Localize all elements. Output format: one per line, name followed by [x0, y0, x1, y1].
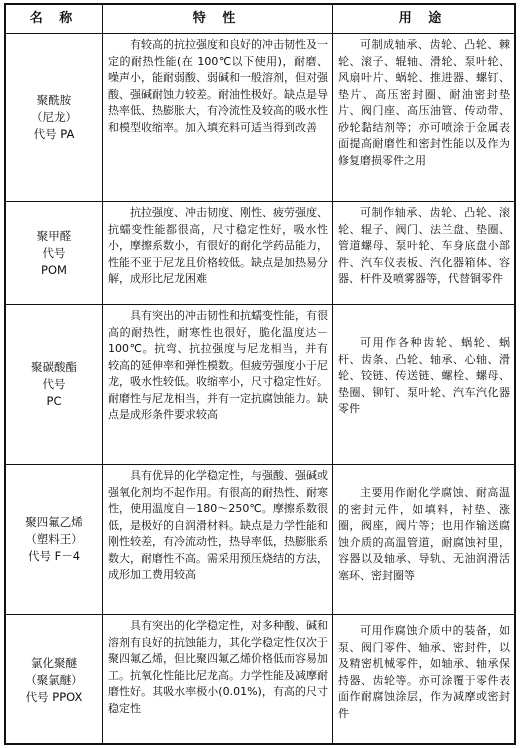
- property-pc: 具有突出的冲击韧性和抗蠕变性能，有很高的耐热性，耐寒性也很好，脆化温度达－100℃。抗弯、抗拉强度与尼龙相当，并有较高的延伸率和弹性模数。但疲劳强度小于尼龙，吸水性较低。收缩率小，尺寸稳定性好。耐磨性与尼龙相当，并有一定抗腐蚀能力。缺点是成形条件要求较高: [108, 309, 328, 421]
- name-line: 氯化聚醚: [31, 655, 77, 670]
- name-line: 聚碳酸酯: [31, 360, 77, 374]
- name-line: （塑料王）: [25, 532, 83, 546]
- name-line: 代号: [42, 377, 66, 391]
- usage-pc: 可用作各种齿轮、蜗轮、蜗杆、齿条、凸轮、轴承、心轴、滑轮、铰链、传送链、螺栓、螺母、垫圈、铆钉、泵叶轮、汽车汽化器零件: [338, 336, 510, 415]
- material-name-ppox: [6, 615, 102, 745]
- header-property: 特 性: [192, 11, 242, 26]
- materials-table: [4, 3, 516, 745]
- property-pom: 抗拉强度、冲击韧度、刚性、疲劳强度、抗蠕变性能都很高，尺寸稳定性好，吸水性小，摩擦系数小，有很好的耐化学药品能力，性能不亚于尼龙且价格较低。缺点是加热易分解，成形比尼龙困难: [108, 206, 328, 285]
- name-line: 聚甲醛: [36, 228, 72, 243]
- name-line: 代号 PPOX: [25, 689, 83, 704]
- name-line: 聚四氟乙烯: [25, 515, 83, 529]
- name-line: （聚氯醚）: [25, 672, 83, 687]
- material-name-pc: [6, 305, 102, 464]
- property-pa: 有较高的抗拉强度和良好的冲击韧性及一定的耐热性能(在 100℃以下使用)，耐磨、噪声小，能耐弱酸、弱碱和一般溶剂，但对强酸、强碱耐蚀力较差。耐油性极好。缺点是导热率低、热膨胀大，有冷流性及较高的吸水性和模型收缩率。加入填充料可适当得到改善: [108, 38, 328, 134]
- name-line: （尼龙）: [31, 110, 77, 124]
- header-name: 名 称: [29, 11, 79, 26]
- name-line: 聚酰胺: [36, 93, 72, 107]
- usage-pom: 可制作轴承、齿轮、凸轮、滚轮、辊子、阀门、法兰盘、垫圈、管道螺母、泵叶轮、车身底盘小部件、汽车仪表板、汽化器箱体、容器、杆件及喷雾器等，代替铜零件: [338, 206, 510, 285]
- usage-pa: 可制成轴承、齿轮、凸轮、棘轮、滚子、辊轴、滑轮、泵叶轮、风扇叶片、蜗轮、推进器、螺钉、垫片、高压密封圈、耐油密封垫片、阀门座、高压油管、传动带、砂轮黏结剂等；亦可喷涂于金属表面提高耐磨性和密封性能以及作为修复磨损零件之用: [338, 38, 510, 167]
- name-line: PC: [46, 394, 62, 408]
- material-name-pom: [6, 202, 102, 304]
- name-line: 代号 F－4: [27, 549, 81, 563]
- material-name-pa: [6, 34, 102, 201]
- usage-f4: 主要用作耐化学腐蚀、耐高温的密封元件，如填料，衬垫、涨圈，阀座，阀片等；也用作输送腐蚀介质的高温管道，耐腐蚀衬里，容器以及轴承、导轨、无油润滑活塞环、密封圈等: [338, 486, 510, 582]
- usage-ppox: 可用作腐蚀介质中的装备，如泵、阀门零件、轴承、密封件，以及精密机械零件，如轴承、轴承保持器、齿轮等。亦可涂覆于零件表面作耐腐蚀涂层，作为减摩或密封件: [338, 624, 510, 720]
- name-line: POM: [41, 262, 67, 277]
- name-line: 代号: [42, 245, 66, 260]
- header-usage: 用 途: [398, 11, 448, 26]
- property-f4: 具有优异的化学稳定性，与强酸、强碱或强氧化剂均不起作用。有很高的耐热性、耐寒性，使用温度自－180～250℃。摩擦系数很低，是极好的自润滑材料。缺点是力学性能和刚性较差，有冷流动性，热导率低，热膨胀系数大，耐磨性不高。需采用预压烧结的方法，成形加工费用较高: [108, 469, 328, 581]
- material-name-f4: [6, 465, 102, 614]
- property-ppox: 具有突出的化学稳定性，对多种酸、碱和溶剂有良好的抗蚀能力，其化学稳定性仅次于聚四氟乙烯，但比聚四氟乙烯价格低而容易加工。抗氧化性能比尼龙高。力学性能及减摩耐磨性好。其吸水率极小(0.01%)，有高的尺寸稳定性: [108, 619, 328, 715]
- name-line: 代号 PA: [33, 127, 75, 141]
